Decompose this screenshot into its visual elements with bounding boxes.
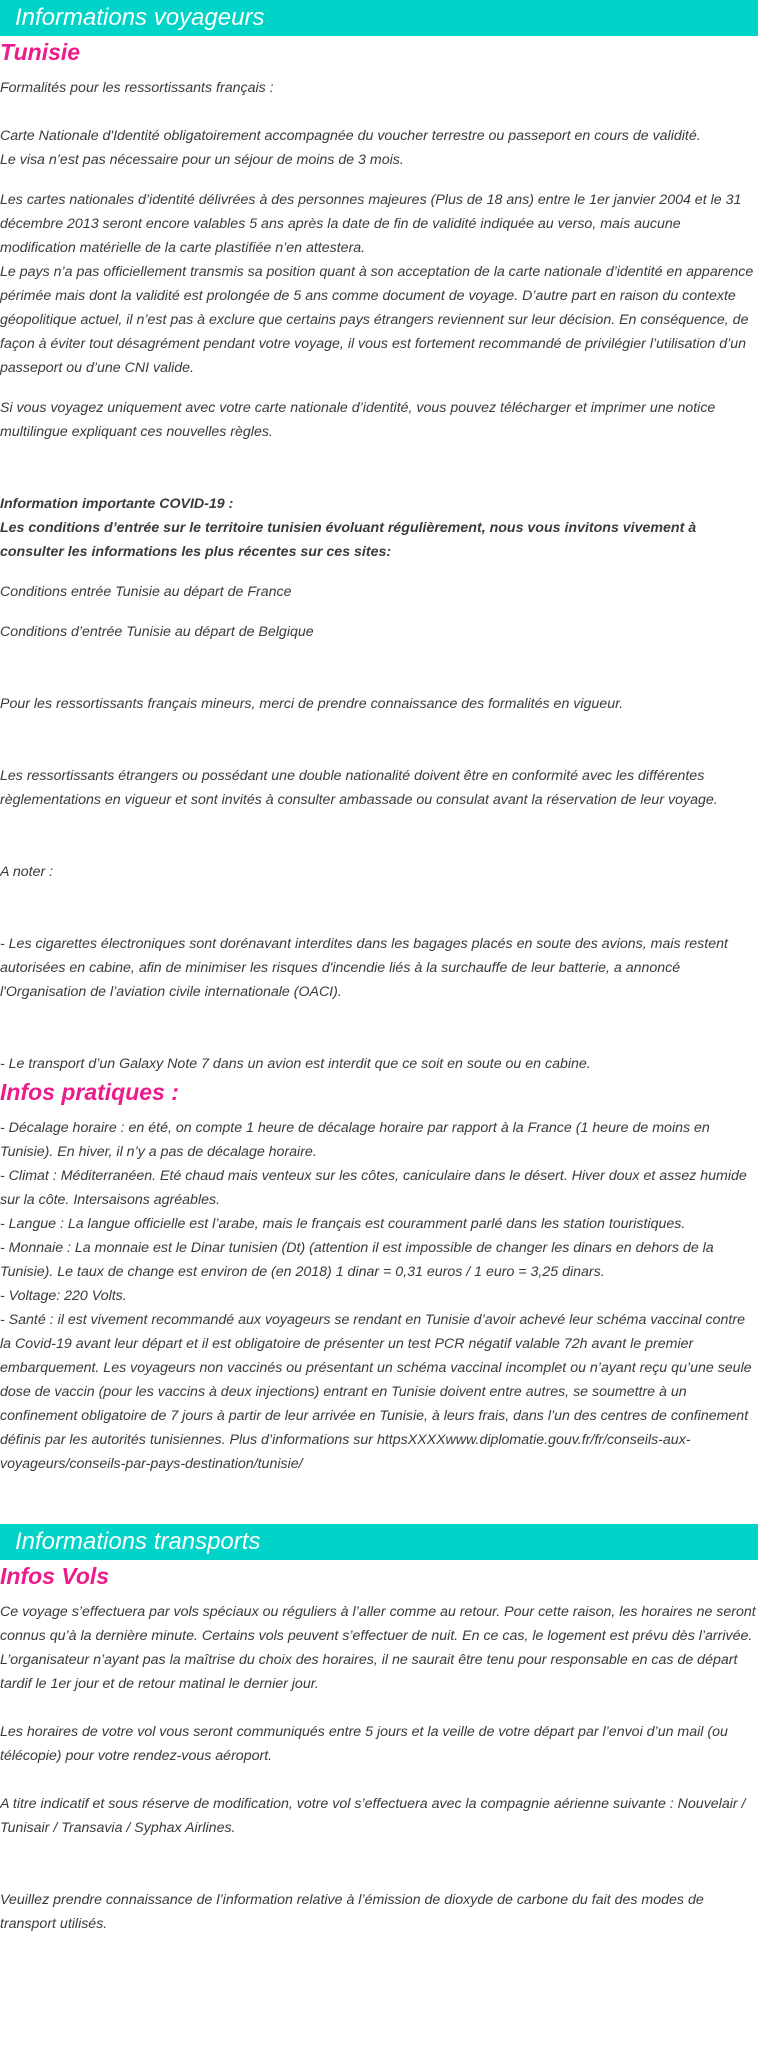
cni-prolongation: Les cartes nationales d’identité délivrées à des personnes majeures (Plus de 18 ans) entre le 1er janvier 2004 et le 31 décembre 2013 seront encore valables 5 ans après la date de fin de validité indiquée au verso, mais aucune modification matérielle de la carte plastifiée n’en attestera. bbox=[0, 192, 742, 256]
a-noter: A noter : bbox=[0, 864, 54, 880]
galaxy-text: - Le transport d’un Galaxy Note 7 dans un avion est interdit que ce soit en soute ou en cabine. bbox=[0, 1056, 591, 1072]
formalites-intro: Formalités pour les ressortissants français : bbox=[0, 80, 274, 96]
voltage: - Voltage: 220 Volts. bbox=[0, 1288, 127, 1304]
cni-line-2: Le visa n’est pas nécessaire pour un séjour de moins de 3 mois. bbox=[0, 152, 404, 168]
section-band-transports: Informations transports bbox=[0, 1524, 758, 1560]
climat: - Climat : Méditerranéen. Eté chaud mais venteux sur les côtes, caniculaire dans le désert. Hiver doux et assez humide sur la côte. Intersaisons agréables. bbox=[0, 1168, 747, 1208]
cni-line-1: Carte Nationale d'Identité obligatoirement accompagnée du voucher terrestre ou passeport en cours de validité. bbox=[0, 128, 701, 144]
vols-paragraph-4[interactable]: Veuillez prendre connaissance de l’information relative à l’émission de dioxyde de carbone du fait des modes de transport utilisés. bbox=[0, 1892, 704, 1932]
sante: - Santé : il est vivement recommandé aux voyageurs se rendant en Tunisie d’avoir achevé leur schéma vaccinal contre la Covid-19 avant leur départ et il est obligatoire de présenter un test PCR négatif valable 72h avant le premier embarquement. Les voyageurs non vaccinés ou présentant un schéma vaccinal incomplet ou n’ayant reçu qu’une seule dose de vaccin (pour les vaccins à deux injections) entrant en Tunisie doivent entre autres, se soumettre à un confinement obligatoire de 7 jours à partir de leur arrivée en Tunisie, à leurs frais, dans l’un des centres de confinement définis par les autorités tunisiennes. Plus d’informations sur httpsXXXXwww.diplomatie.gouv.fr/fr/conseils-aux-voyageurs/conseils-par-pays-destination/tunisie/ bbox=[0, 1312, 752, 1472]
heading-tunisie: Tunisie bbox=[0, 39, 81, 65]
notice-multilingue[interactable]: Si vous voyagez uniquement avec votre carte nationale d’identité, vous pouvez télécharger et imprimer une notice multilingue expliquant ces nouvelles règles. bbox=[0, 400, 716, 440]
cigarettes-text: - Les cigarettes électroniques sont dorénavant interdites dans les bagages placés en soute des avions, mais restent autorisées en cabine, afin de minimiser les risques d'incendie liés à la surchauffe de leur batterie, a annoncé l'Organisation de l’aviation civile internationale (OACI). bbox=[0, 936, 728, 1000]
heading-infos-pratiques: Infos pratiques : bbox=[0, 1079, 179, 1105]
decalage-horaire: - Décalage horaire : en été, on compte 1 heure de décalage horaire par rapport à la France (1 heure de moins en Tunisie). En hiver, il n’y a pas de décalage horaire. bbox=[0, 1120, 710, 1160]
link-conditions-france[interactable]: Conditions entrée Tunisie au départ de France bbox=[0, 584, 292, 600]
covid-title: Information importante COVID-19 : bbox=[0, 496, 234, 512]
covid-text: Les conditions d’entrée sur le territoire tunisien évoluant régulièrement, nous vous invitons vivement à consulter les informations les plus récentes sur ces sites: bbox=[0, 520, 697, 560]
section-band-voyageurs: Informations voyageurs bbox=[0, 0, 758, 36]
langue: - Langue : La langue officielle est l’arabe, mais le français est couramment parlé dans les station touristiques. bbox=[0, 1216, 686, 1232]
vols-paragraph-1: Ce voyage s’effectuera par vols spéciaux ou réguliers à l’aller comme au retour. Pour cette raison, les horaires ne seront connus qu’à la dernière minute. Certains vols peuvent s’effectuer de nuit. En ce cas, le logement est prévu dès l’arrivée. L’organisateur n’ayant pas la maîtrise du choix des horaires, il ne saurait être tenu pour responsable en cas de départ tardif le 1er jour et de retour matinal le dernier jour. bbox=[0, 1604, 756, 1692]
etrangers-text: Les ressortissants étrangers ou possédant une double nationalité doivent être en conformité avec les différentes règlementations en vigueur et sont invités à consulter ambassade ou consulat avant la réservation de leur voyage. bbox=[0, 768, 718, 808]
link-conditions-belgique[interactable]: Conditions d’entrée Tunisie au départ de Belgique bbox=[0, 624, 314, 640]
heading-infos-vols: Infos Vols bbox=[0, 1563, 110, 1589]
pays-position: Le pays n’a pas officiellement transmis sa position quant à son acceptation de la carte nationale d’identité en apparence périmée mais dont la validité est prolongée de 5 ans comme document de voyage. D’autre part en raison du contexte géopolitique actuel, il n’est pas à exclure que certains pays étrangers reviennent sur leur décision. En conséquence, de façon à éviter tout désagrément pendant votre voyage, il vous est fortement recommandé de privilégier l’utilisation d’un passeport ou d’une CNI valide. bbox=[0, 264, 754, 376]
monnaie: - Monnaie : La monnaie est le Dinar tunisien (Dt) (attention il est impossible de changer les dinars en dehors de la Tunisie). Le taux de change est environ de (en 2018) 1 dinar = 0,31 euros / 1 euro = 3,25 dinars. bbox=[0, 1240, 714, 1280]
vols-paragraph-2: Les horaires de votre vol vous seront communiqués entre 5 jours et la veille de votre départ par l’envoi d’un mail (ou télécopie) pour votre rendez-vous aéroport. bbox=[0, 1724, 728, 1764]
vols-paragraph-3: A titre indicatif et sous réserve de modification, votre vol s’effectuera avec la compagnie aérienne suivante : Nouvelair / Tunisair / Transavia / Syphax Airlines. bbox=[0, 1796, 746, 1836]
mineurs-text: Pour les ressortissants français mineurs, merci de prendre connaissance des formalités en vigueur. bbox=[0, 696, 624, 712]
